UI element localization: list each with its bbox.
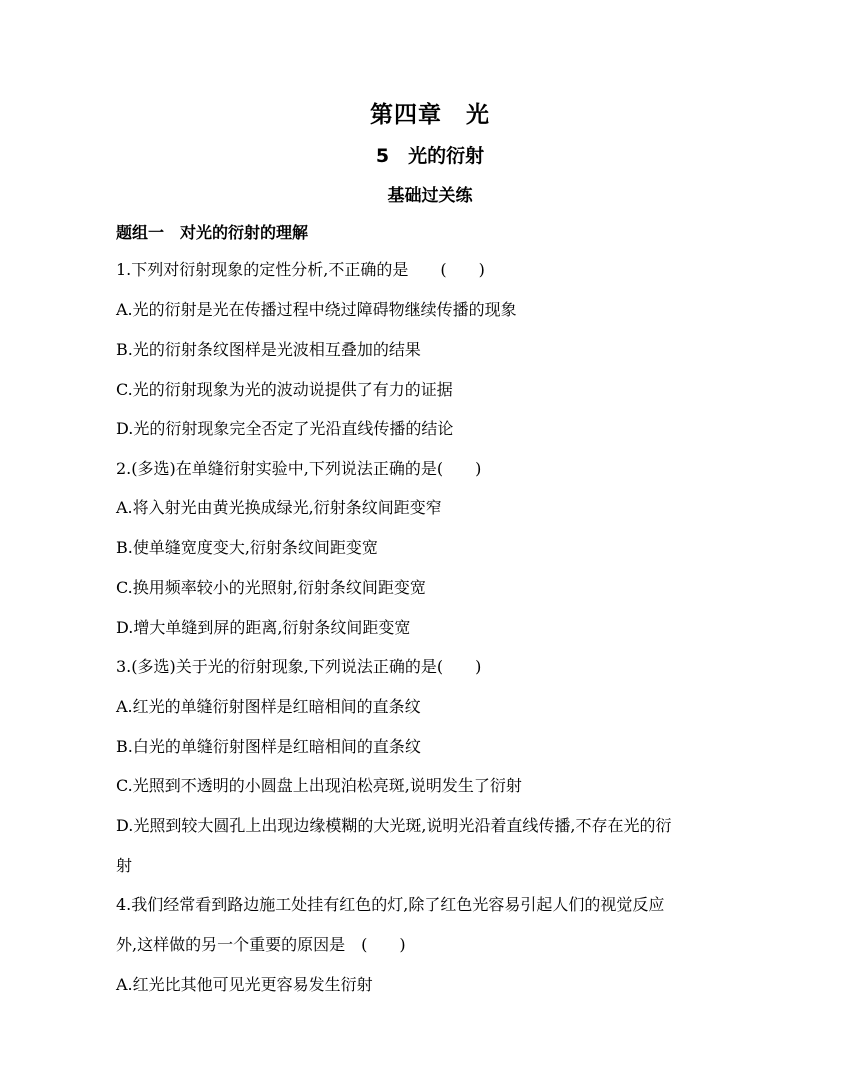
question-3-stem: 3.(多选)关于光的衍射现象,下列说法正确的是( ) <box>116 657 482 676</box>
question-4-option-a: A.红光比其他可见光更容易发生衍射 <box>116 975 373 994</box>
exercise-subtitle: 基础过关练 <box>387 186 473 206</box>
question-4-stem-line-2: 外,这样做的另一个重要的原因是 ( ) <box>116 935 406 954</box>
question-1-option-c: C.光的衍射现象为光的波动说提供了有力的证据 <box>116 380 453 399</box>
question-3-option-c: C.光照到不透明的小圆盘上出现泊松亮斑,说明发生了衍射 <box>116 776 522 795</box>
chapter-title: 第四章 光 <box>370 102 490 128</box>
question-1-option-d: D.光的衍射现象完全否定了光沿直线传播的结论 <box>116 419 454 438</box>
question-1-option-a: A.光的衍射是光在传播过程中绕过障碍物继续传播的现象 <box>116 300 517 319</box>
question-3-option-d-continued: 射 <box>116 856 133 875</box>
question-2-option-b: B.使单缝宽度变大,衍射条纹间距变宽 <box>116 538 378 557</box>
question-3-option-b: B.白光的单缝衍射图样是红暗相间的直条纹 <box>116 737 421 756</box>
section-title: 5 光的衍射 <box>375 145 485 167</box>
question-group-title: 题组一 对光的衍射的理解 <box>116 223 309 242</box>
question-2-option-d: D.增大单缝到屏的距离,衍射条纹间距变宽 <box>116 618 411 637</box>
question-4-stem-line-1: 4.我们经常看到路边施工处挂有红色的灯,除了红色光容易引起人们的视觉反应 <box>116 895 665 914</box>
question-1-stem: 1.下列对衍射现象的定性分析,不正确的是 ( ) <box>116 260 485 279</box>
question-1-option-b: B.光的衍射条纹图样是光波相互叠加的结果 <box>116 340 421 359</box>
question-2-stem: 2.(多选)在单缝衍射实验中,下列说法正确的是( ) <box>116 459 482 478</box>
question-3-option-d: D.光照到较大圆孔上出现边缘模糊的大光斑,说明光沿着直线传播,不存在光的衍 <box>116 816 672 835</box>
question-2-option-a: A.将入射光由黄光换成绿光,衍射条纹间距变窄 <box>116 498 442 517</box>
question-3-option-a: A.红光的单缝衍射图样是红暗相间的直条纹 <box>116 697 421 716</box>
question-2-option-c: C.换用频率较小的光照射,衍射条纹间距变宽 <box>116 578 426 597</box>
